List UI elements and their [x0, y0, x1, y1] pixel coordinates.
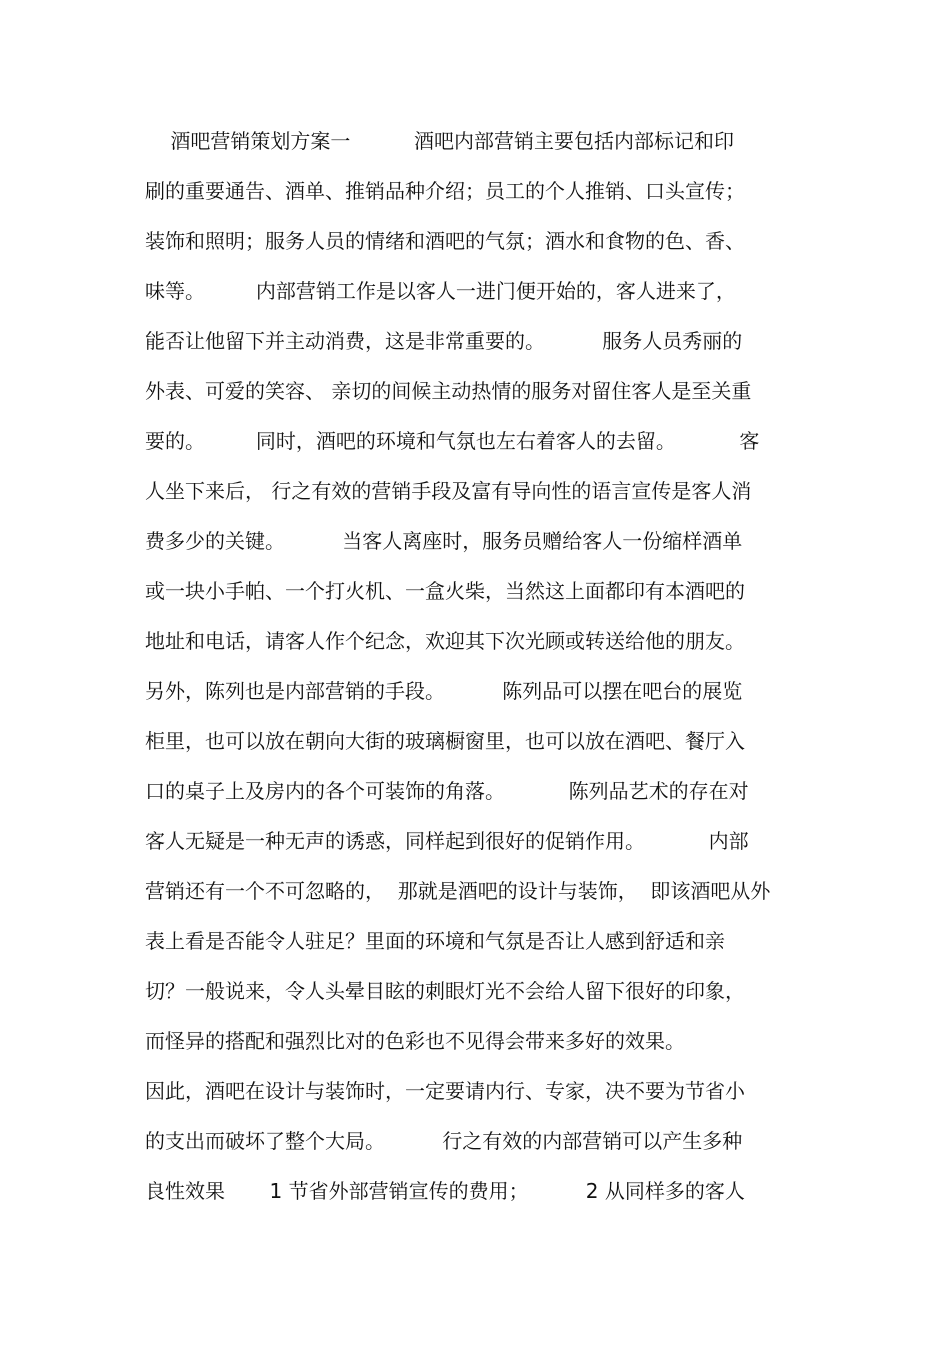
paragraph-line-1: 酒吧营销策划方案一 酒吧内部营销主要包括内部标记和印	[145, 129, 735, 153]
paragraph-line-17: 表上看是否能令人驻足？里面的环境和气氛是否让人感到舒适和亲	[145, 929, 725, 953]
paragraph-line-14: 口的桌子上及房内的各个可装饰的角落。 陈列品艺术的存在对	[145, 779, 749, 803]
paragraph-line-8: 人坐下来后， 行之有效的营销手段及富有导向性的语言宣传是客人消	[145, 479, 752, 503]
paragraph-line-15: 客人无疑是一种无声的诱惑，同样起到很好的促销作用。 内部	[145, 829, 749, 853]
paragraph-line-7: 要的。 同时，酒吧的环境和气氛也左右着客人的去留。 客	[145, 429, 760, 453]
paragraph-line-11: 地址和电话，请客人作个纪念，欢迎其下次光顾或转送给他的朋友。	[145, 629, 745, 653]
paragraph-line-4: 味等。 内部营销工作是以客人一进门便开始的，客人进来了，	[145, 279, 736, 303]
paragraph-line-19: 而怪异的搭配和强烈比对的色彩也不见得会带来多好的效果。	[145, 1029, 685, 1053]
paragraph-line-20: 因此，酒吧在设计与装饰时，一定要请内行、专家，决不要为节省小	[145, 1079, 745, 1103]
paragraph-line-9: 费多少的关键。 当客人离座时，服务员赠给客人一份缩样酒单	[145, 529, 743, 553]
paragraph-line-16: 营销还有一个不可忽略的， 那就是酒吧的设计与装饰， 即该酒吧从外	[145, 879, 771, 903]
paragraph-line-2: 刷的重要通告、酒单、推销品种介绍；员工的个人推销、口头宣传；	[145, 179, 745, 203]
paragraph-line-13: 柜里，也可以放在朝向大街的玻璃橱窗里，也可以放在酒吧、餐厅入	[145, 729, 745, 753]
paragraph-line-5: 能否让他留下并主动消费，这是非常重要的。 服务人员秀丽的	[145, 329, 743, 353]
paragraph-line-18: 切？一般说来，令人头晕目眩的刺眼灯光不会给人留下很好的印象，	[145, 979, 745, 1003]
paragraph-line-6: 外表、可爱的笑容、 亲切的间候主动热情的服务对留住客人是至关重	[145, 379, 752, 403]
paragraph-line-3: 装饰和照明；服务人员的情绪和酒吧的气氛；酒水和食物的色、香、	[145, 229, 745, 253]
paragraph-line-22: 良性效果 1 节省外部营销宣传的费用； 2 从同样多的客人	[145, 1179, 745, 1203]
paragraph-line-10: 或一块小手帕、一个打火机、一盒火柴，当然这上面都印有本酒吧的	[145, 579, 745, 603]
paragraph-line-12: 另外，陈列也是内部营销的手段。 陈列品可以摆在吧台的展览	[145, 679, 743, 703]
paragraph-line-21: 的支出而破坏了整个大局。 行之有效的内部营销可以产生多种	[145, 1129, 743, 1153]
